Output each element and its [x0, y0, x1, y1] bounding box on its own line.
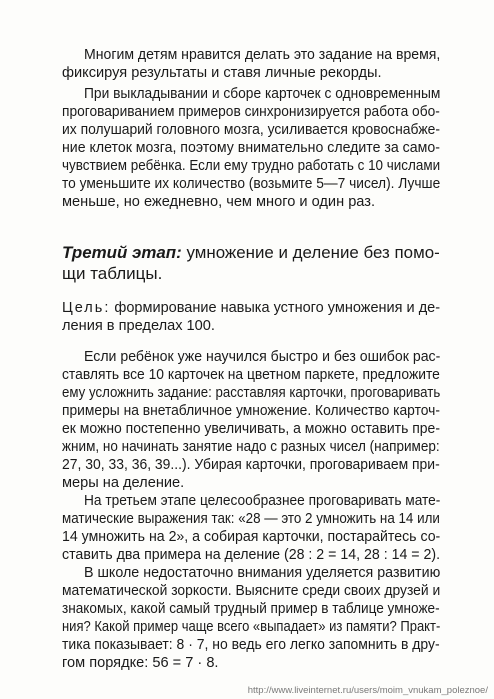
text-line: При выкладывании и сборе карточек с одновременным: [84, 86, 441, 102]
text-line: ек можно постепенно увеличивать, а можно оставить пре-: [62, 421, 440, 437]
text-line: 27, 30, 33, 36, 39...). Убирая карточки, проговариваем при-: [62, 457, 440, 473]
text-line: ставлять все 10 карточек на цветном паркете, предложите: [62, 367, 440, 383]
goal-line: [62, 300, 440, 316]
text-line: гом порядке: 56 = 7 · 8.: [62, 655, 219, 671]
text-line: Если ребёнок уже научился быстро и без ошибок рас-: [84, 349, 441, 365]
text-line: Многим детям нравится делать это задание на время,: [84, 47, 441, 63]
text-line: примеры на внетабличное умножение. Количество карточ-: [62, 403, 440, 419]
text-line: то уменьшите их количество (возьмите 5—7 чисел). Лучше: [62, 176, 441, 192]
heading-lead: Третий этап:: [62, 243, 182, 262]
text-line: В школе недостаточно внимания уделяется развитию: [84, 565, 441, 581]
watermark-url: http://www.liveinternet.ru/users/moim_vnukam_poleznoe/: [247, 685, 488, 696]
text-line: ему усложнить задание: расставляя карточки, проговаривать: [62, 385, 441, 401]
text-line: математической зоркости. Выясните среди своих друзей и: [62, 583, 441, 599]
goal-text: формирование навыка устного умножения и де-: [110, 300, 441, 316]
heading-text: умножение и деление без помо-: [181, 243, 440, 262]
text-line: тика показывает: 8 · 7, но ведь его легко запомнить в дру-: [62, 637, 440, 653]
text-line: ставить два примера на деление (28 : 2 = 14, 28 : 14 = 2).: [62, 547, 441, 563]
text-line: проговариванием примеров синхронизируется работа обо-: [62, 104, 440, 120]
text-line: меньше, но ежедневно, чем много и один раз.: [62, 194, 376, 210]
text-line: На третьем этапе целесообразнее проговаривать мате-: [84, 493, 441, 509]
section-heading: [62, 243, 440, 263]
text-line: ния? Какой пример чаще всего «выпадает» из памяти? Практ-: [62, 619, 441, 635]
text-line: знакомых, какой самый трудный пример в таблице умноже-: [62, 601, 440, 617]
text-line: ние клеток мозга, поэтому внимательно следите за само-: [62, 140, 440, 156]
goal-line-cont: ления в пределах 100.: [62, 318, 215, 334]
text-line: жним, но начинать занятие надо с разных чисел (например:: [62, 439, 440, 455]
text-line: меры на деление.: [62, 475, 185, 491]
goal-lead: Цель:: [62, 300, 111, 316]
text-line: чувствием ребёнка. Если ему трудно работать с 10 числами: [62, 158, 441, 174]
section-heading-cont: щи таблицы.: [62, 264, 163, 283]
text-line: их полушарий головного мозга, усиливается кровоснабже-: [62, 122, 440, 138]
text-line: матические выражения так: «28 — это 2 умножить на 14 или: [62, 511, 440, 527]
text-line: 14 умножить на 2», а собирая карточки, постарайтесь со-: [62, 529, 441, 545]
text-line: фиксируя результаты и ставя личные рекорды.: [62, 65, 382, 81]
